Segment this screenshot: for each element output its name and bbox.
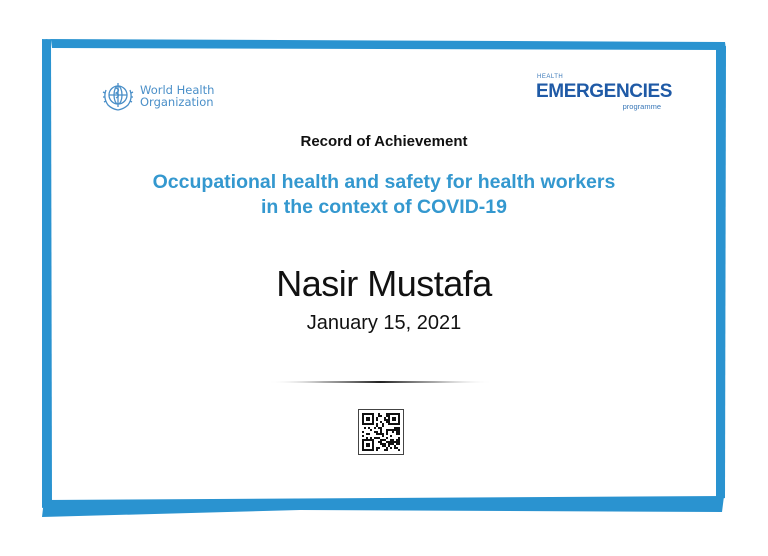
- certificate-heading: Record of Achievement: [300, 133, 468, 150]
- completion-date: January 15, 2021: [306, 312, 462, 334]
- who-logo: [100, 78, 214, 114]
- who-name-line2: Organization: [140, 95, 214, 109]
- who-emblem-icon: [100, 78, 136, 114]
- who-name-line1: World Health: [140, 83, 215, 97]
- verification-qr-code: [358, 409, 404, 455]
- course-title-line2: in the context of COVID-19: [261, 196, 507, 218]
- course-title: [0, 170, 768, 220]
- emergencies-logo-main: EMERGENCIES: [536, 81, 673, 102]
- emergencies-logo-sub: programme: [622, 102, 661, 111]
- emergencies-logo-small: HEALTH: [537, 74, 564, 80]
- course-title-line1: Occupational health and safety for health workers: [152, 171, 616, 193]
- health-emergencies-logo: [536, 74, 673, 116]
- recipient-name: Nasir Mustafa: [276, 263, 492, 304]
- signature-line: [268, 380, 492, 384]
